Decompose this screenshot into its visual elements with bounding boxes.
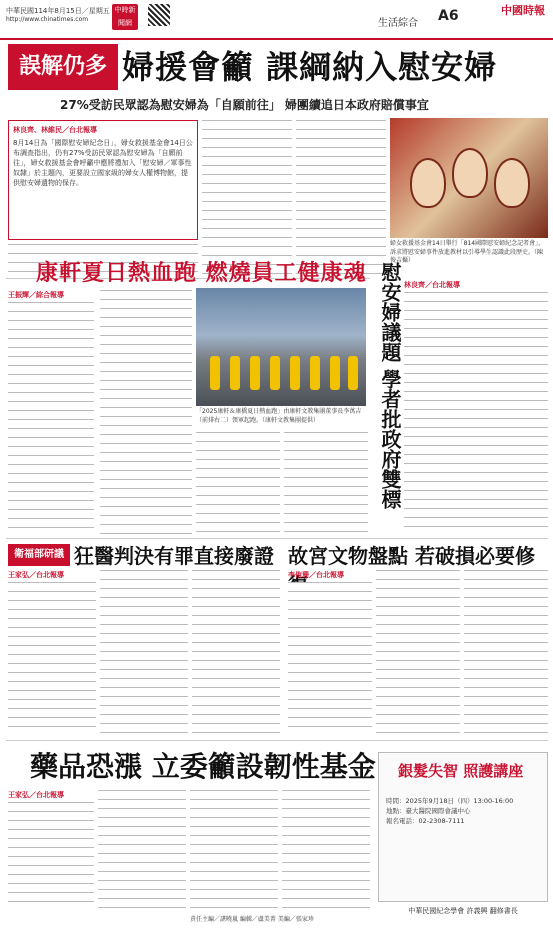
- portrait-painting-1: [410, 158, 446, 208]
- story5-body-col1: [288, 582, 372, 734]
- runner: [330, 356, 340, 390]
- story3-byline: 林良齊／台北報導: [404, 281, 460, 289]
- brand-logo: 中國時報: [501, 4, 545, 17]
- story2-body-col3: [196, 432, 280, 534]
- story4-body-col2: [100, 570, 188, 734]
- runner: [310, 356, 320, 390]
- issue-date: 中華民國114年8月15日／星期五: [6, 7, 110, 15]
- website-url[interactable]: http://www.chinatimes.com: [6, 16, 89, 23]
- runner: [230, 356, 240, 390]
- story5-headline: 故宮文物盤點 若破損必要修: [288, 544, 535, 568]
- story4-headline: 狂醫判決有罪直接廢證: [74, 544, 274, 568]
- story3-vertical-headline: 慰安婦議題 學者批政府雙標: [378, 262, 402, 509]
- ad-details: [386, 796, 541, 826]
- ad-place: 地點：臺大醫院國際會議中心: [386, 807, 471, 815]
- story1-lead-text: 8月14日為「國際慰安婦紀念日」，婦女救援基金會14日公布調查指出，仍有27%受訪民眾認為慰安婦為「自願前往」，婦女救援基金會呼籲中應將禮加入「慰安婦／軍事性奴隸」於主題內，更要設立國家級的婦女人權博物館，提供慰安婦遺物的保存。: [13, 139, 193, 187]
- story1-caption-text: 婦女救援基金會14日舉行「814國際慰安婦紀念記者會」，訴求將慰安婦事件放進教材以引導學生認識此段歷史。: [390, 240, 545, 256]
- ad-title: 銀髮失智 照護講座: [398, 762, 524, 780]
- chinatimes-news-logo: 中時新聞網: [112, 4, 138, 30]
- story2-photo-runners: [196, 288, 366, 406]
- story5-body-col2: [376, 570, 460, 734]
- portrait-painting-2: [452, 148, 488, 198]
- runner: [210, 356, 220, 390]
- story6-byline: 王家弘／台北報導: [8, 791, 64, 799]
- story4-byline: 王家弘／台北報導: [8, 571, 64, 579]
- story2-byline: 王振輝／綜合報導: [8, 291, 64, 299]
- divider: [6, 740, 548, 741]
- story1-lead-box: [8, 120, 198, 240]
- story5-body-col3: [464, 570, 548, 734]
- runner: [250, 356, 260, 390]
- divider: [6, 538, 548, 539]
- portrait-painting-3: [494, 158, 530, 208]
- story1-photo-caption: [390, 240, 548, 270]
- story2-body-col4: [284, 432, 368, 534]
- story2-headline: 康軒夏日熱血跑 燃燒員工健康魂: [36, 261, 367, 286]
- runner: [270, 356, 280, 390]
- story6-body-col2: [98, 790, 186, 910]
- story6-body-col3: [190, 790, 278, 910]
- story6-body-col4: [282, 790, 370, 910]
- story1-photo: [390, 118, 548, 238]
- story1-headline: 婦援會籲 課綱納入慰安婦: [122, 48, 498, 86]
- story3-body: [404, 292, 548, 534]
- story1-photo-credit: （陳俊吉攝）: [390, 248, 544, 264]
- qr-code-icon: [148, 4, 170, 26]
- story2-body-col2: [100, 290, 192, 534]
- story6-body-col1: [8, 802, 94, 910]
- story2-body-col1: [8, 302, 94, 534]
- page-number: A6: [438, 8, 459, 24]
- story2-photo-caption: 「2025康軒＆康橋夏日熱血跑」由康軒文教集團董事長李萬吉（前排右二）領軍起跑。（康軒文教集團提供）: [196, 408, 362, 424]
- ad-organizer: 中華民國紀念學會 許義興 翻修書長: [408, 907, 518, 915]
- story5-byline: 李侑珊／台北報導: [288, 571, 344, 579]
- page-header: [0, 0, 553, 40]
- ad-time: 時間：2025年9月18日（四）13:00-16:00: [386, 797, 514, 805]
- story1-subhead: 27%受訪民眾認為慰安婦為「自願前往」 婦團續追日本政府賠償事宜: [60, 98, 429, 112]
- story6-headline: 藥品恐漲 立委籲設韌性基金: [30, 750, 376, 783]
- story1-byline: 林良齊、林維民／台北報導: [13, 126, 97, 134]
- runner: [348, 356, 358, 390]
- section-name: 生活綜合: [378, 18, 418, 29]
- ad-phone: 報名電話：02-2308-7111: [386, 817, 465, 825]
- story4-body-col3: [192, 570, 280, 734]
- story4-body-col1: [8, 582, 96, 734]
- story4-tag: 衛福部研議: [8, 544, 70, 566]
- editor-credit: 責任主編／諶曉嵐 編輯／盧美菁 美編／張家珍: [190, 916, 314, 923]
- runner: [290, 356, 300, 390]
- story1-kicker: 誤解仍多: [8, 44, 118, 90]
